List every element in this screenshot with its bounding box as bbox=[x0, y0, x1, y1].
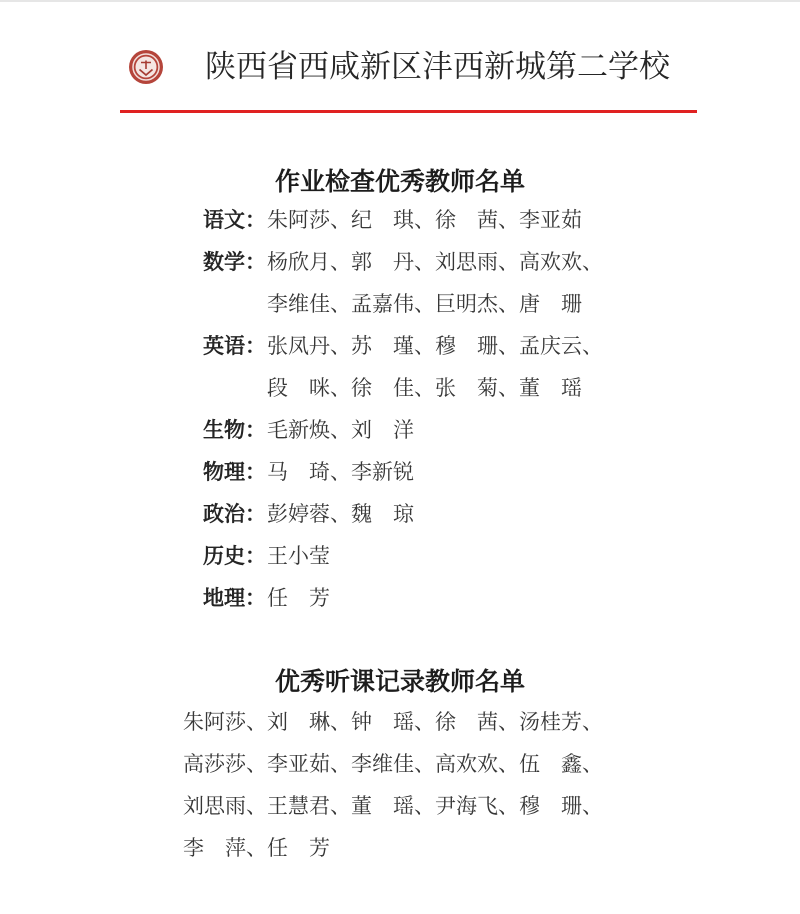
subject-label: 物理： bbox=[203, 461, 266, 484]
subject-names bbox=[267, 536, 330, 578]
subject-row-biology bbox=[203, 410, 800, 452]
school-name: 陕西省西咸新区沣西新城第二学校 bbox=[205, 49, 670, 84]
subject-row-math bbox=[203, 242, 800, 326]
subject-label: 历史： bbox=[203, 545, 266, 568]
subject-names bbox=[267, 494, 414, 536]
names-line: 马 琦、李新锐 bbox=[267, 461, 414, 484]
names-line: 任 芳 bbox=[267, 587, 330, 610]
subject-row-geography bbox=[203, 578, 800, 620]
subject-names bbox=[267, 410, 414, 452]
subject-row-english bbox=[203, 326, 800, 410]
subject-label: 政治： bbox=[203, 503, 266, 526]
observation-record-list bbox=[183, 702, 800, 870]
homework-check-list bbox=[203, 200, 800, 620]
subject-names bbox=[267, 242, 603, 326]
top-strip bbox=[0, 0, 800, 2]
names-line: 毛新焕、刘 洋 bbox=[267, 419, 414, 442]
subject-label: 生物： bbox=[203, 419, 266, 442]
subject-row-politics bbox=[203, 494, 800, 536]
names-line: 朱阿莎、纪 琪、徐 茜、李亚茹 bbox=[267, 209, 582, 232]
names-line: 朱阿莎、刘 琳、钟 瑶、徐 茜、汤桂芳、 bbox=[183, 711, 603, 734]
subject-row-physics bbox=[203, 452, 800, 494]
section1-title: 作业检查优秀教师名单 bbox=[274, 168, 525, 196]
section2-title: 优秀听课记录教师名单 bbox=[274, 668, 525, 696]
names-line: 刘思雨、王慧君、董 瑶、尹海飞、穆 珊、 bbox=[183, 795, 603, 818]
names-line: 彭婷蓉、魏 琼 bbox=[267, 503, 414, 526]
subject-label: 数学： bbox=[203, 251, 266, 274]
names-line: 李维佳、孟嘉伟、巨明杰、唐 珊 bbox=[267, 293, 582, 316]
subject-names bbox=[267, 200, 582, 242]
subject-names bbox=[267, 326, 603, 410]
names-line: 段 咪、徐 佳、张 菊、董 瑶 bbox=[267, 377, 582, 400]
subject-label: 语文： bbox=[203, 209, 266, 232]
subject-names bbox=[267, 452, 414, 494]
subject-names bbox=[267, 578, 330, 620]
subject-row-chinese bbox=[203, 200, 800, 242]
names-line: 张凤丹、苏 瑾、穆 珊、孟庆云、 bbox=[267, 335, 603, 358]
names-line: 王小莹 bbox=[267, 545, 330, 568]
header-divider bbox=[120, 110, 697, 113]
subject-row-history bbox=[203, 536, 800, 578]
school-header bbox=[128, 45, 800, 88]
names-line: 高莎莎、李亚茹、李维佳、高欢欢、伍 鑫、 bbox=[183, 753, 603, 776]
subject-label: 英语： bbox=[203, 335, 266, 358]
school-seal-icon bbox=[128, 49, 164, 85]
names-line: 杨欣月、郭 丹、刘思雨、高欢欢、 bbox=[267, 251, 603, 274]
names-line: 李 萍、任 芳 bbox=[183, 837, 330, 860]
subject-label: 地理： bbox=[203, 587, 266, 610]
